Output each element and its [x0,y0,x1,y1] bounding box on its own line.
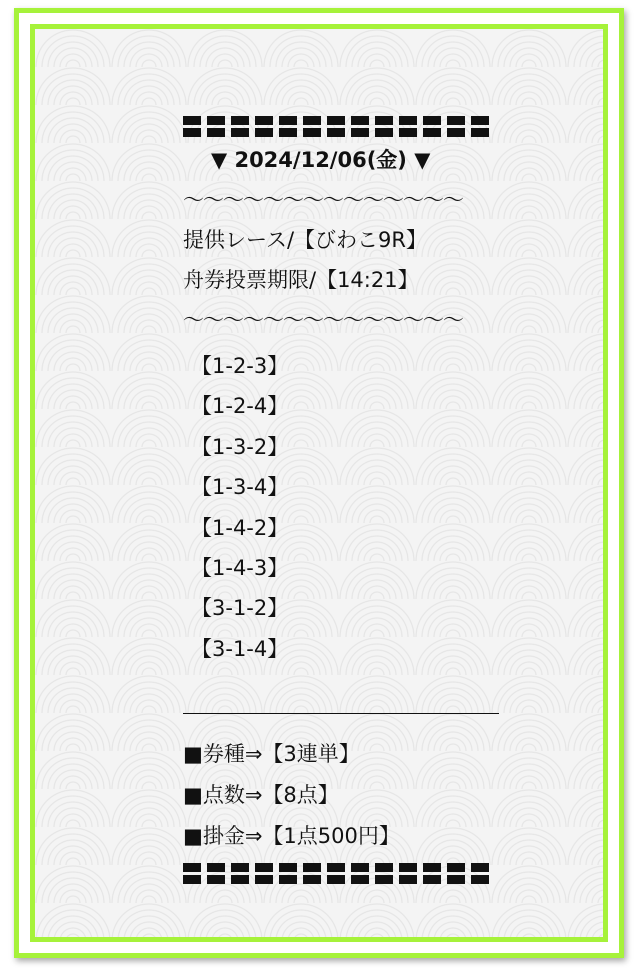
wave-divider: ～～～～～～～～～～～～～～ [183,308,463,332]
outer-frame [14,8,624,958]
ticket-type: ■券種⇒【3連単】 [183,742,360,767]
divider-bar [183,863,494,872]
inner-frame [30,24,608,942]
race-date: ▼ 2024/12/06(金) ▼ [211,148,431,172]
combination-item: 【1-3-4】 [191,475,289,500]
horizontal-rule [183,713,499,714]
combination-item: 【1-2-4】 [191,394,289,419]
combination-item: 【3-1-2】 [191,596,289,621]
combination-list [183,346,503,669]
combination-item: 【1-3-2】 [191,434,289,459]
top-divider [183,116,494,138]
divider-bar [183,875,494,884]
combination-item: 【3-1-4】 [191,636,289,661]
divider-bar [183,116,494,125]
race-name: 提供レース/【びわこ9R】 [183,228,427,252]
point-count: ■点数⇒【8点】 [183,783,339,808]
bottom-divider [183,863,494,885]
vote-deadline: 舟券投票期限/【14:21】 [183,268,419,292]
divider-bar [183,128,494,137]
stake-amount: ■掛金⇒【1点500円】 [183,824,400,849]
wave-divider: ～～～～～～～～～～～～～～ [183,188,463,212]
combination-item: 【1-2-3】 [191,354,289,378]
combination-item: 【1-4-3】 [191,556,289,581]
prediction-card [183,96,503,885]
combination-item: 【1-4-2】 [191,515,289,540]
